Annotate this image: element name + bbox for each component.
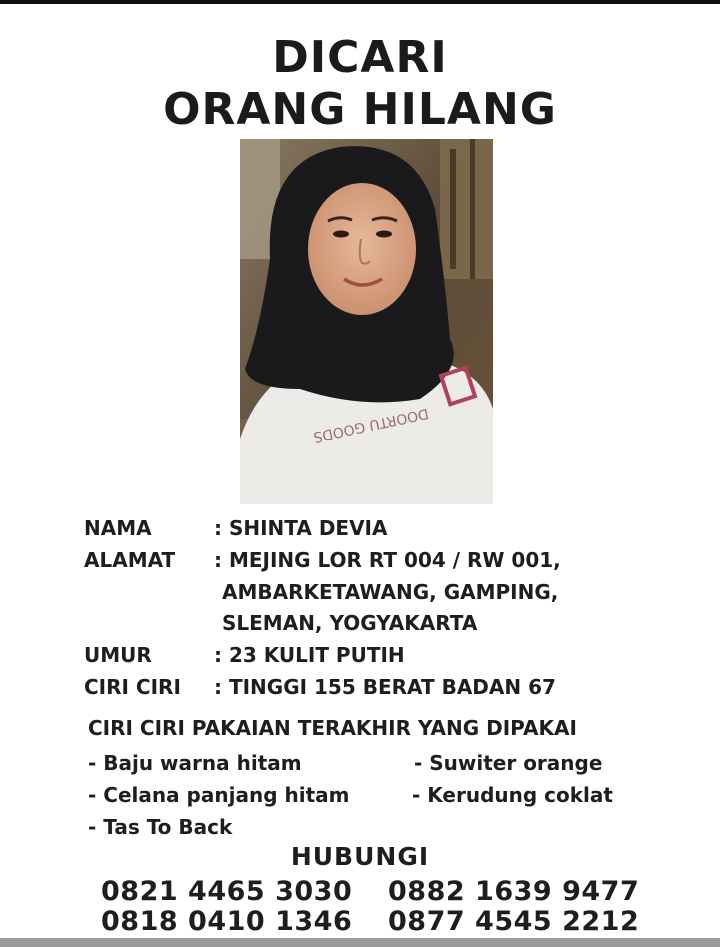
phone-number: 0818 0410 1346 xyxy=(101,906,353,937)
clothing-item: - Tas To Back xyxy=(88,815,233,839)
shirt-print-text: DOORTU GOODS xyxy=(311,404,430,445)
poster-title-line1: DICARI xyxy=(272,32,448,83)
phone-number: 0877 4545 2212 xyxy=(388,906,640,937)
nama-value: : SHINTA DEVIA xyxy=(214,516,388,540)
poster-title-line2: ORANG HILANG xyxy=(163,84,557,135)
phone-number: 0882 1639 9477 xyxy=(388,876,640,907)
ciri-value: : TINGGI 155 BERAT BADAN 67 xyxy=(214,675,556,699)
bottom-border xyxy=(0,938,720,947)
nama-label: NAMA xyxy=(84,516,152,540)
clothing-item: - Suwiter orange xyxy=(414,751,603,775)
alamat-line1: : MEJING LOR RT 004 / RW 001, xyxy=(214,548,561,572)
missing-person-photo xyxy=(240,139,493,504)
clothing-item: - Celana panjang hitam xyxy=(88,783,350,807)
umur-label: UMUR xyxy=(84,643,152,667)
phone-number: 0821 4465 3030 xyxy=(101,876,353,907)
ciri-label: CIRI CIRI xyxy=(84,675,181,699)
clothing-heading: CIRI CIRI PAKAIAN TERAKHIR YANG DIPAKAI xyxy=(88,716,577,740)
alamat-label: ALAMAT xyxy=(84,548,176,572)
alamat-line2: AMBARKETAWANG, GAMPING, xyxy=(222,580,559,604)
clothing-item: - Baju warna hitam xyxy=(88,751,302,775)
top-border xyxy=(0,0,720,4)
contact-heading: HUBUNGI xyxy=(290,842,430,871)
umur-value: : 23 KULIT PUTIH xyxy=(214,643,405,667)
alamat-line3: SLEMAN, YOGYAKARTA xyxy=(222,611,478,635)
clothing-item: - Kerudung coklat xyxy=(412,783,613,807)
